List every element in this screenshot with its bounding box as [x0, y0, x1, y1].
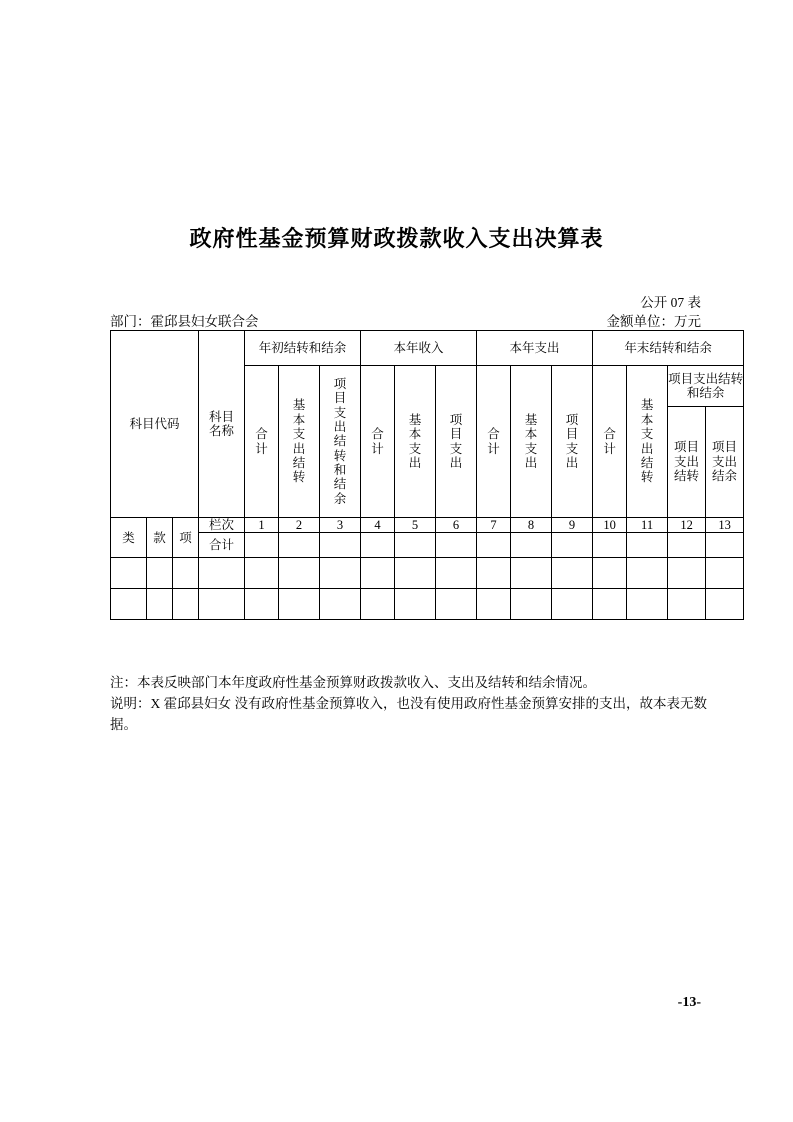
row-cell-name: [199, 589, 245, 620]
row-cell-item: [173, 589, 199, 620]
row-cell-11: [627, 589, 668, 620]
row-cell-10: [593, 558, 627, 589]
amount-unit: 金额单位：万元: [606, 314, 701, 329]
column-index-13: 13: [706, 518, 744, 533]
header-begin-total: 合计: [245, 366, 279, 518]
row-cell-4: [361, 589, 395, 620]
row-cell-10: [593, 589, 627, 620]
header-end-total: 合计: [593, 366, 627, 518]
row-cell-12: [668, 589, 706, 620]
table-row-column-index: [111, 518, 744, 533]
row-cell-1: [245, 558, 279, 589]
header-code-class: 类: [111, 518, 147, 558]
row-cell-13: [706, 589, 744, 620]
row-cell-section: [147, 558, 173, 589]
note-line-1: 注：本表反映部门本年度政府性基金预算财政拨款收入、支出及结转和结余情况。: [110, 675, 596, 690]
total-cell-1: [245, 533, 279, 558]
total-cell-4: [361, 533, 395, 558]
total-cell-10: [593, 533, 627, 558]
row-cell-11: [627, 558, 668, 589]
header-end-project-surplus: 项目支出结余: [706, 407, 744, 518]
table-row: [111, 589, 744, 620]
column-index-5: 5: [395, 518, 436, 533]
column-index-3: 3: [320, 518, 361, 533]
total-cell-11: [627, 533, 668, 558]
header-code-col: 科目代码: [111, 331, 199, 518]
page-number: -13-: [677, 995, 701, 1010]
total-cell-2: [279, 533, 320, 558]
row-cell-5: [395, 558, 436, 589]
row-cell-9: [552, 589, 593, 620]
total-cell-6: [436, 533, 477, 558]
financial-table: [110, 330, 744, 620]
total-cell-3: [320, 533, 361, 558]
row-cell-7: [477, 558, 511, 589]
row-cell-3: [320, 558, 361, 589]
row-cell-3: [320, 589, 361, 620]
total-cell-13: [706, 533, 744, 558]
column-index-1: 1: [245, 518, 279, 533]
column-index-2: 2: [279, 518, 320, 533]
table-header-row-groups: [111, 331, 744, 366]
department-label: 部门：霍邱县妇女联合会: [110, 314, 259, 329]
header-income-total: 合计: [361, 366, 395, 518]
total-cell-12: [668, 533, 706, 558]
row-cell-6: [436, 558, 477, 589]
column-index-4: 4: [361, 518, 395, 533]
header-group-end: 年末结转和结余: [593, 331, 744, 366]
table-row: [111, 558, 744, 589]
header-income-project: 项目支出: [436, 366, 477, 518]
header-income-basic: 基本支出: [395, 366, 436, 518]
row-cell-1: [245, 589, 279, 620]
header-expense-total: 合计: [477, 366, 511, 518]
header-begin-project-carryover: 项目支出结转和结余: [320, 366, 361, 518]
header-expense-project: 项目支出: [552, 366, 593, 518]
row-cell-4: [361, 558, 395, 589]
header-group-expense: 本年支出: [477, 331, 593, 366]
table-notes: [110, 673, 710, 736]
row-cell-8: [511, 589, 552, 620]
row-cell-section: [147, 589, 173, 620]
column-index-7: 7: [477, 518, 511, 533]
column-index-11: 11: [627, 518, 668, 533]
total-cell-9: [552, 533, 593, 558]
header-code-item: 项: [173, 518, 199, 558]
column-index-6: 6: [436, 518, 477, 533]
header-end-project-carryover: 项目支出结转: [668, 407, 706, 518]
column-index-10: 10: [593, 518, 627, 533]
header-group-income: 本年收入: [361, 331, 477, 366]
header-group-begin: 年初结转和结余: [245, 331, 361, 366]
row-cell-name: [199, 558, 245, 589]
column-index-label: 栏次: [199, 518, 245, 533]
total-cell-7: [477, 533, 511, 558]
note-line-2: 说明：X 霍邱县妇女 没有政府性基金预算收入，也没有使用政府性基金预算安排的支出，故本表无数据。: [110, 695, 707, 732]
total-row-label: 合计: [199, 533, 245, 558]
row-cell-item: [173, 558, 199, 589]
header-end-project-group: 项目支出结转和结余: [668, 366, 744, 407]
row-cell-8: [511, 558, 552, 589]
column-index-9: 9: [552, 518, 593, 533]
table-row-total: [111, 533, 744, 558]
page-title: 政府性基金预算财政拨款收入支出决算表: [189, 226, 604, 251]
row-cell-9: [552, 558, 593, 589]
row-cell-12: [668, 558, 706, 589]
column-index-8: 8: [511, 518, 552, 533]
row-cell-class: [111, 558, 147, 589]
row-cell-2: [279, 558, 320, 589]
column-index-12: 12: [668, 518, 706, 533]
row-cell-class: [111, 589, 147, 620]
row-cell-13: [706, 558, 744, 589]
header-begin-basic-carryover: 基本支出结转: [279, 366, 320, 518]
form-code: 公开 07 表: [640, 295, 701, 310]
total-cell-5: [395, 533, 436, 558]
row-cell-2: [279, 589, 320, 620]
header-code-section: 款: [147, 518, 173, 558]
row-cell-5: [395, 589, 436, 620]
header-name-col: 科目名称: [199, 331, 245, 518]
total-cell-8: [511, 533, 552, 558]
header-end-basic-carryover: 基本支出结转: [627, 366, 668, 518]
header-expense-basic: 基本支出: [511, 366, 552, 518]
row-cell-7: [477, 589, 511, 620]
row-cell-6: [436, 589, 477, 620]
